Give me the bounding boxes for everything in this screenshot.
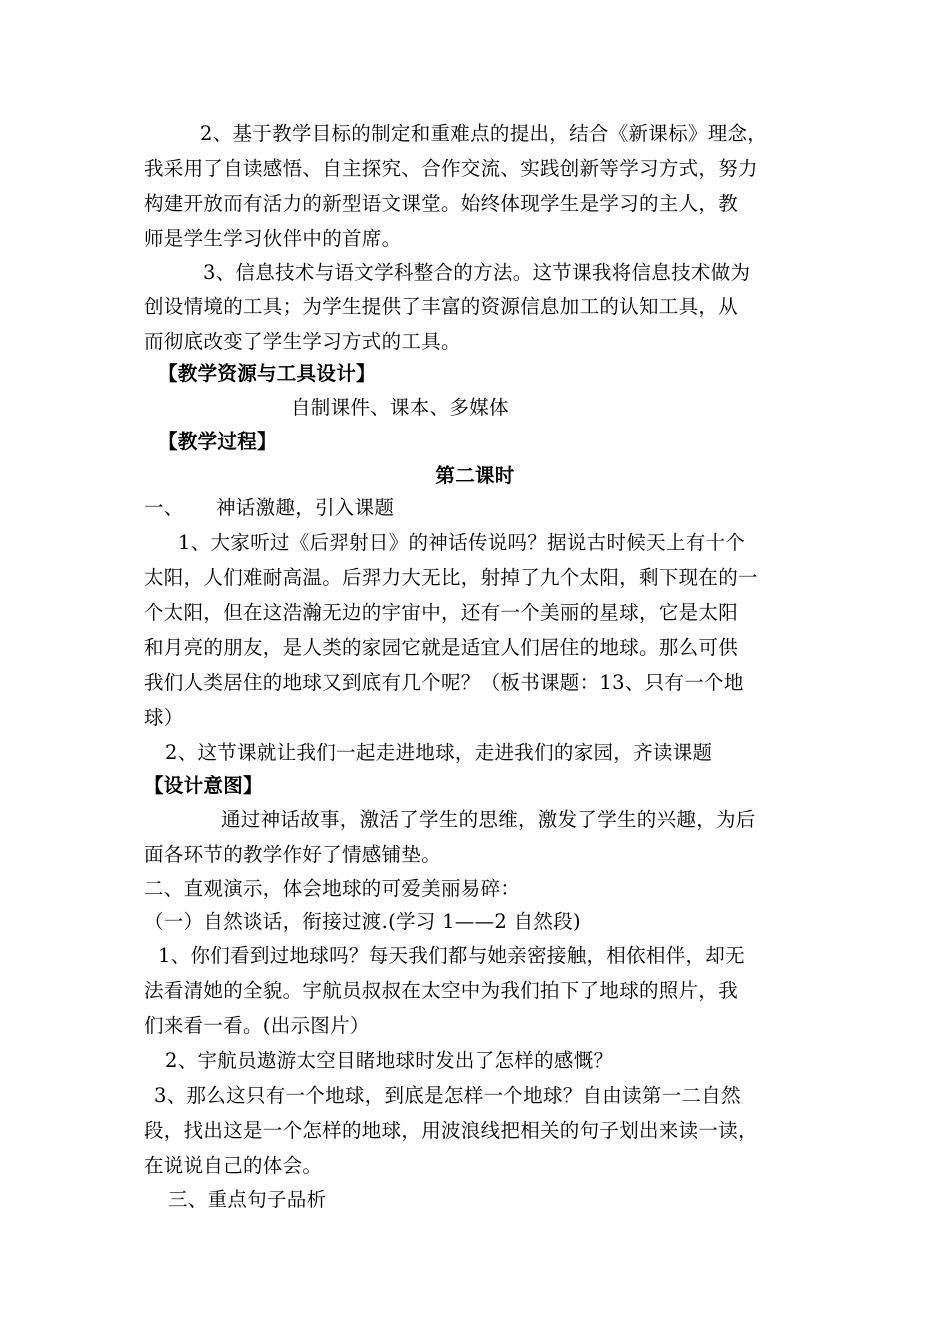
paragraph-line: 2、宇航员遨游太空目睹地球时发出了怎样的感慨？	[165, 1049, 614, 1072]
paragraph-line: 法看清她的全貌。宇航员叔叔在太空中为我们拍下了地球的照片，我	[144, 979, 739, 1002]
paragraph-line: 3、信息技术与语文学科整合的方法。这节课我将信息技术做为	[203, 261, 751, 284]
paragraph-line: 而彻底改变了学生学习方式的工具。	[144, 330, 461, 353]
subsection-title: （一）自然谈话，衔接过渡.(学习 1——2 自然段)	[144, 910, 581, 933]
section-title: 神话激趣，引入课题	[216, 496, 395, 519]
paragraph-line: 和月亮的朋友，是人类的家园它就是适宜人们居住的地球。那么可供	[144, 636, 739, 659]
paragraph-line: 3、那么这只有一个地球，到底是怎样一个地球？自由读第一二自然	[154, 1084, 741, 1107]
paragraph-line: 1、你们看到过地球吗？每天我们都与她亲密接触，相依相伴，却无	[158, 944, 745, 967]
paragraph-line: 2、基于教学目标的制定和重难点的提出，结合《新课标》理念，	[200, 122, 768, 145]
paragraph-line: 通过神话故事，激活了学生的思维，激发了学生的兴趣，为后	[221, 808, 756, 831]
paragraph-line: 2、这节课就让我们一起走进地球，走进我们的家园，齐读课题	[165, 741, 713, 764]
lesson-title: 第二课时	[435, 464, 515, 487]
paragraph-line: 太阳，人们难耐高温。后羿力大无比，射掉了九个太阳，剩下现在的一	[144, 566, 758, 589]
section-title: 三、重点句子品析	[168, 1188, 327, 1211]
section-title: 二、直观演示，体会地球的可爱美丽易碎：	[144, 877, 521, 900]
paragraph-line: 我采用了自读感悟、自主探究、合作交流、实践创新等学习方式，努力	[144, 157, 758, 180]
paragraph-line: 面各环节的教学作好了情感铺垫。	[144, 843, 442, 866]
section-heading: 【设计意图】	[144, 774, 263, 797]
paragraph-line: 段，找出这是一个怎样的地球，用波浪线把相关的句子划出来读一读，	[144, 1119, 758, 1142]
paragraph-line: 我们人类居住的地球又到底有几个呢？（板书课题：13、只有一个地	[144, 671, 744, 694]
paragraph-line: 师是学生学习伙伴中的首席。	[144, 227, 402, 250]
paragraph-line: 在说说自己的体会。	[144, 1154, 323, 1177]
paragraph-line: 们来看一看。(出示图片）	[144, 1014, 370, 1037]
paragraph-line: 自制课件、课本、多媒体	[291, 396, 509, 419]
paragraph-line: 1、大家听过《后羿射日》的神话传说吗？据说古时候天上有十个	[178, 531, 746, 554]
paragraph-line: 创设情境的工具；为学生提供了丰富的资源信息加工的认知工具，从	[144, 295, 739, 318]
paragraph-line: 球）	[144, 706, 184, 729]
paragraph-line: 构建开放而有活力的新型语文课堂。始终体现学生是学习的主人，教	[144, 192, 739, 215]
paragraph-line: 个太阳，但在这浩瀚无边的宇宙中，还有一个美丽的星球，它是太阳	[144, 601, 739, 624]
section-heading: 【教学过程】	[158, 430, 277, 453]
section-heading: 【教学资源与工具设计】	[158, 362, 376, 385]
list-number: 一、	[144, 496, 184, 519]
